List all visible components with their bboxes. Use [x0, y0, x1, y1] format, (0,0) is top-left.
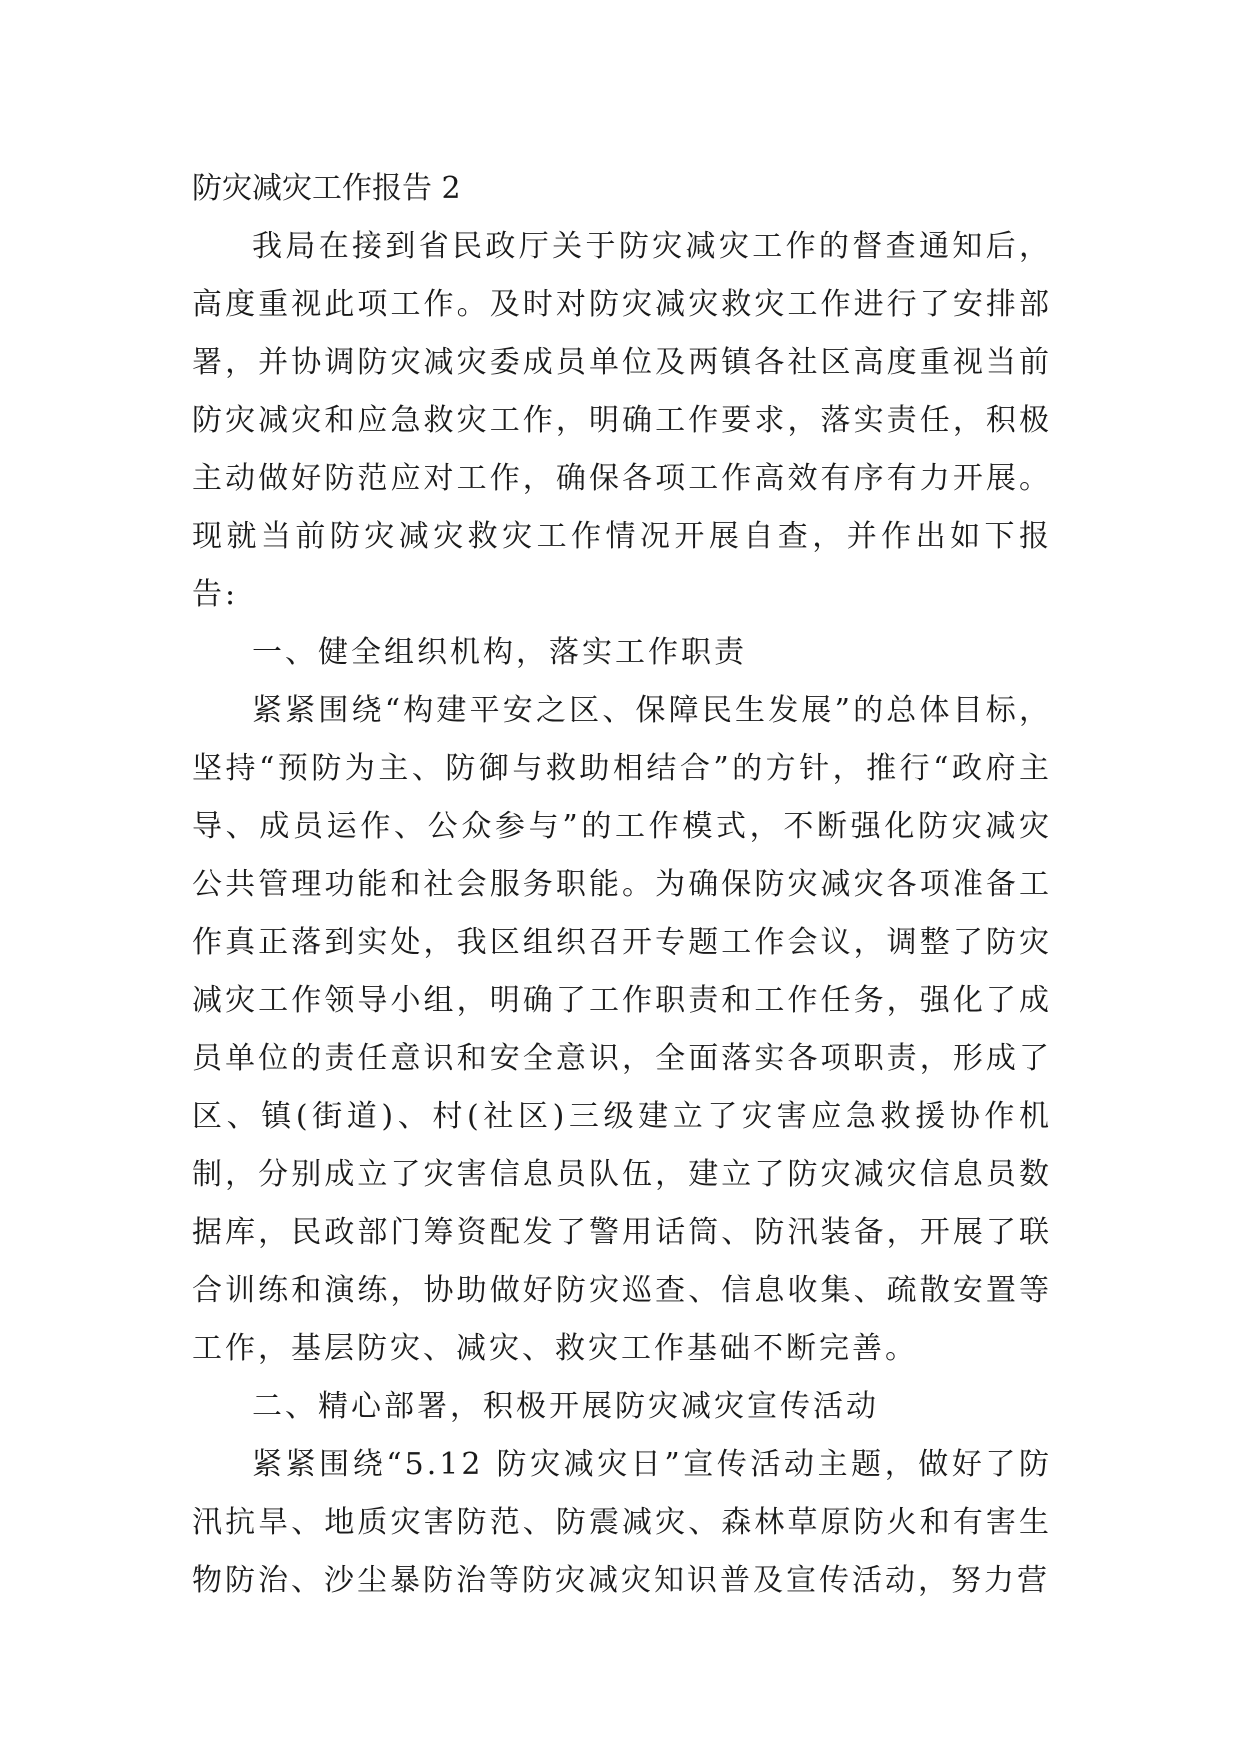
paragraph-section-1: 紧紧围绕“构建平安之区、保障民生发展”的总体目标，坚持“预防为主、防御与救助相结合”的方针，推行“政府主导、成员运作、公众参与”的工作模式，不断强化防灾减灾公共管理功能和社会服务职能。为确保防灾减灾各项准备工作真正落到实处，我区组织召开专题工作会议，调整了防灾减灾工作领导小组，明确了工作职责和工作任务，强化了成员单位的责任意识和安全意识，全面落实各项职责，形成了区、镇(街道)、村(社区)三级建立了灾害应急救援协作机制，分别成立了灾害信息员队伍，建立了防灾减灾信息员数据库，民政部门筹资配发了警用话筒、防汛装备，开展了联合训练和演练，协助做好防灾巡查、信息收集、疏散安置等工作，基层防灾、减灾、救灾工作基础不断完善。	[192, 693, 1052, 1366]
paragraph-intro: 我局在接到省民政厅关于防灾减灾工作的督查通知后，高度重视此项工作。及时对防灾减灾救灾工作进行了安排部署，并协调防灾减灾委成员单位及两镇各社区高度重视当前防灾减灾和应急救灾工作，明确工作要求，落实责任，积极主动做好防范应对工作，确保各项工作高效有序有力开展。现就当前防灾减灾救灾工作情况开展自查，并作出如下报告:	[192, 229, 1052, 612]
document-title: 防灾减灾工作报告 2	[192, 171, 461, 206]
paragraph-section-2: 紧紧围绕“5.12 防灾减灾日”宣传活动主题，做好了防汛抗旱、地质灾害防范、防震减灾、森林草原防火和有害生物防治、沙尘暴防治等防灾减灾知识普及宣传活动，努力营	[192, 1447, 1052, 1598]
document-body	[192, 160, 1052, 1610]
section-heading-2: 二、精心部署，积极开展防灾减灾宣传活动	[252, 1389, 879, 1424]
section-heading-1: 一、健全组织机构，落实工作职责	[252, 635, 747, 670]
